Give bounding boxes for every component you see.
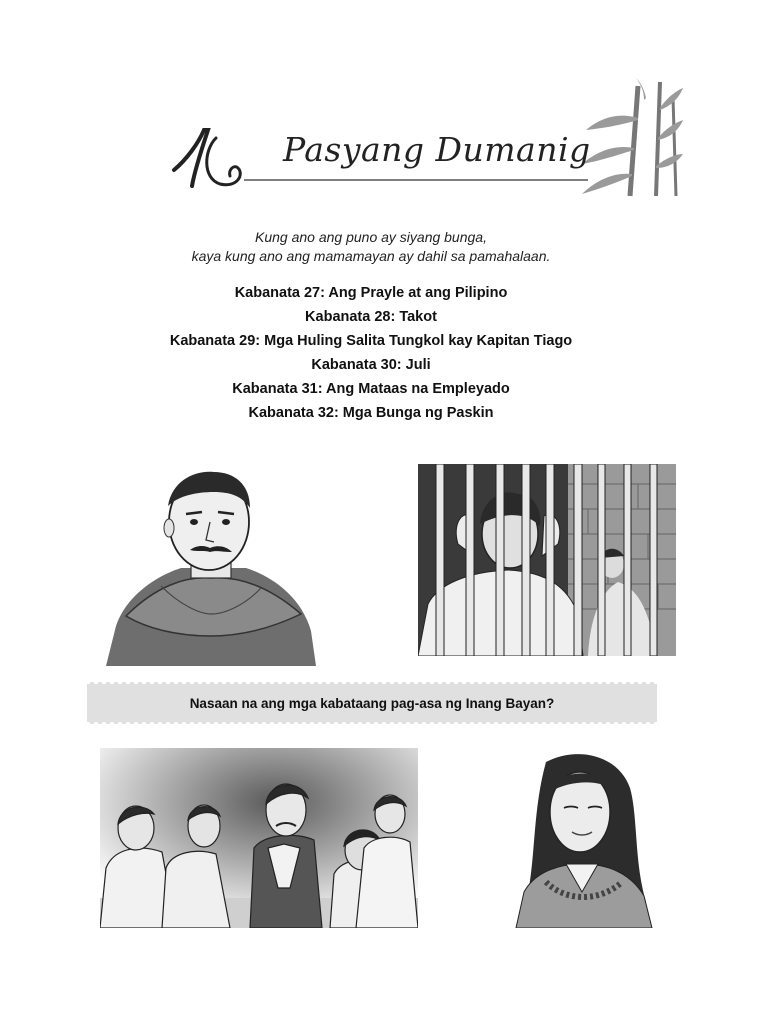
group-of-students-icon: [100, 748, 418, 928]
epigraph: [0, 228, 742, 266]
chapter-title: Pasyang Dumanig: [283, 130, 591, 169]
epigraph-line: kaya kung ano ang mamamayan ay dahil sa pamahalaan.: [191, 248, 551, 264]
question-banner: Nasaan na ang mga kabataang pag-asa ng Inang Bayan?: [87, 682, 657, 724]
chapter-item: Kabanata 32: Mga Bunga ng Paskin: [248, 405, 494, 421]
chapter-item: Kabanata 31: Ang Mataas na Empleyado: [232, 381, 510, 397]
friar-portrait-icon: [106, 466, 316, 666]
prisoner-behind-bars-icon: [418, 464, 676, 656]
chapter-item: Kabanata 27: Ang Prayle at ang Pilipino: [234, 285, 508, 301]
chapter-header: [168, 78, 683, 200]
epigraph-line: Kung ano ang puno ay siyang bunga,: [255, 229, 487, 245]
chapter-list: [0, 281, 742, 425]
chapter-item: Kabanata 29: Mga Huling Salita Tungkol kay Kapitan Tiago: [169, 333, 573, 349]
bamboo-icon: [582, 78, 683, 196]
woman-portrait-icon: [506, 752, 658, 928]
chapter-item: Kabanata 30: Juli: [311, 357, 431, 373]
chapter-item: Kabanata 28: Takot: [305, 309, 437, 325]
